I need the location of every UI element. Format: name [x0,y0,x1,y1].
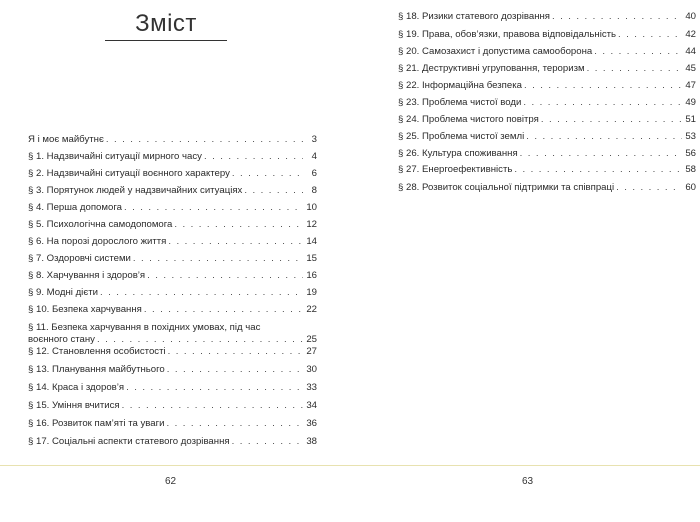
toc-entry-title: § 23. Проблема чистої води [398,97,522,108]
toc-entry-title: § 6. На порозі дорослого життя [28,236,167,247]
toc-entry-title: § 17. Соціальні аспекти статевого дозрівання [28,436,230,447]
toc-entry-page: 25 [306,334,317,345]
toc-entry-title: § 26. Культура споживання [398,148,518,159]
toc-entry-title-continued: воєнного стану [28,334,95,345]
toc-entry [398,46,696,58]
toc-entry-title: § 8. Харчування і здоров’я [28,270,146,281]
toc-entry-title: § 5. Психологічна самодопомога [28,219,173,230]
toc-entry-page: 33 [306,382,317,393]
dot-leader [618,29,682,41]
toc-entry [398,11,696,23]
dot-leader [523,97,682,109]
toc-entry-title: § 28. Розвиток соціальної підтримки та співпраці [398,182,615,193]
page-number-left: 62 [165,476,177,487]
toc-entry-page: 42 [685,29,696,40]
toc-entry-page: 58 [685,164,696,175]
toc-entry [398,148,696,160]
toc-entry-title: § 20. Самозахист і допустима самооборона [398,46,593,57]
toc-entry-page: 6 [311,168,317,179]
toc-entry-title: § 15. Уміння вчитися [28,400,120,411]
toc-entry-title: § 21. Деструктивні угруповання, тероризм [398,63,585,74]
toc-entry-title: § 18. Ризики статевого дозрівання [398,11,550,22]
toc-entry [398,80,696,92]
toc-entry-page: 40 [685,11,696,22]
toc-entry-title: Я і моє майбутнє [28,134,104,145]
toc-entry-page: 16 [306,270,317,281]
toc-entry-page: 53 [685,131,696,142]
toc-entry-page: 19 [306,287,317,298]
contents-title: Зміст [135,10,197,37]
toc-entry [398,164,696,176]
toc-entry-title: § 4. Перша допомога [28,202,122,213]
toc-entry-title: § 27. Енергоефективність [398,164,513,175]
toc-entry-title: § 24. Проблема чистого повітря [398,114,539,125]
dot-leader [541,114,682,126]
toc-entry-title: § 11. Безпека харчування в похідних умовах, під час [28,322,261,333]
toc-entry-title: § 14. Краса і здоров’я [28,382,125,393]
toc-entry-title: § 25. Проблема чистої землі [398,131,525,142]
toc-entry-title: § 7. Оздоровчі системи [28,253,131,264]
toc-entry-page: 56 [685,148,696,159]
toc-entry-page: 45 [685,63,696,74]
toc-entry-title: § 16. Розвиток пам’яті та уваги [28,418,165,429]
toc-entry-title: § 2. Надзвичайні ситуації воєнного характеру [28,168,230,179]
toc-entry [398,182,696,194]
toc-entry-title: § 10. Безпека харчування [28,304,142,315]
toc-entry-page: 30 [306,364,317,375]
toc-entry-title: § 12. Становлення особистості [28,346,166,357]
toc-entry-title: § 1. Надзвичайні ситуації мирного часу [28,151,202,162]
toc-entry-page: 14 [306,236,317,247]
toc-entry-page: 15 [306,253,317,264]
toc-entry-page: 10 [306,202,317,213]
toc-entry-page: 3 [311,134,317,145]
toc-entry-page: 8 [311,185,317,196]
toc-entry-page: 60 [685,182,696,193]
dot-leader [526,131,682,143]
page-number-right: 63 [522,476,534,487]
toc-entry-title: § 9. Модні дієти [28,287,98,298]
toc-entry-page: 34 [306,400,317,411]
toc-entry [398,63,696,75]
toc-entry-page: 51 [685,114,696,125]
footer-divider-right [350,465,700,466]
toc-entry-page: 49 [685,97,696,108]
toc-entry-page: 22 [306,304,317,315]
toc-entry [398,114,696,126]
toc-entry-page: 38 [306,436,317,447]
toc-entry-page: 44 [685,46,696,57]
dot-leader [587,63,682,75]
dot-leader [524,80,682,92]
toc-entry [398,97,696,109]
dot-leader [552,11,682,23]
dot-leader [520,148,682,160]
toc-entry-page: 4 [311,151,317,162]
toc-entry-page: 27 [306,346,317,357]
toc-entry-page: 47 [685,80,696,91]
dot-leader [616,182,682,194]
toc-entry-title: § 19. Права, обов’язки, правова відповідальність [398,29,617,40]
toc-entry-page: 12 [306,219,317,230]
toc-entry [398,29,696,41]
toc-entry-title: § 22. Інформаційна безпека [398,80,522,91]
toc-entry-title: § 3. Порятунок людей у надзвичайних ситуаціях [28,185,243,196]
dot-leader [594,46,682,58]
dot-leader [514,164,682,176]
toc-entry [398,131,696,143]
toc-entry-page: 36 [306,418,317,429]
toc-entry-title: § 13. Планування майбутнього [28,364,165,375]
